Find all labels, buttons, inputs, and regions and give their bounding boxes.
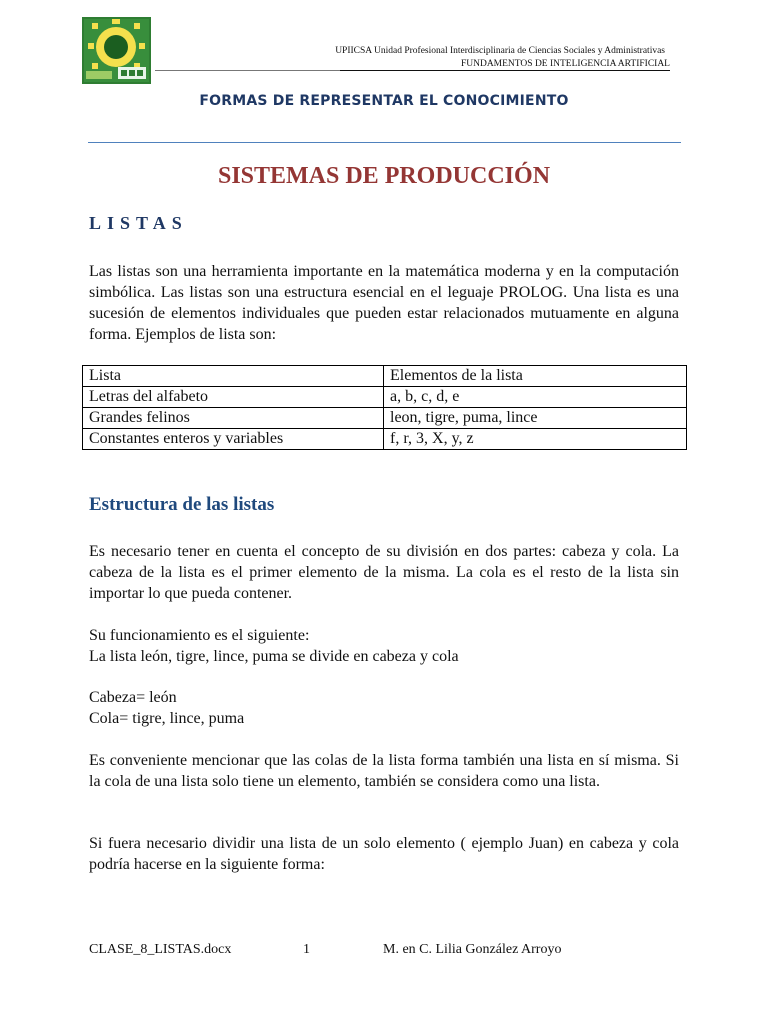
structure-paragraph: Es necesario tener en cuenta el concepto de su división en dos partes: cabeza y cola. La cabeza de la lista es el primer elemento de la misma. La cola es el resto de la lista sin importar lo que pueda contener.	[89, 543, 679, 602]
dividir-paragraph: Si fuera necesario dividir una lista de un solo elemento ( ejemplo Juan) en cabeza y cola podría hacerse en la siguiente forma:	[89, 835, 679, 873]
section-divider	[88, 142, 681, 143]
table-cell: a, b, c, d, e	[384, 387, 687, 408]
function-line-1: Su funcionamiento es el siguiente:	[89, 627, 310, 644]
header-rule	[155, 70, 340, 71]
table-row	[83, 387, 687, 408]
cabeza-line: Cabeza= león	[89, 689, 177, 706]
upiicsa-logo	[82, 17, 151, 84]
header-institution: UPIICSA Unidad Profesional Interdisciplinaria de Ciencias Sociales y Administrativas	[335, 46, 665, 56]
table-cell: leon, tigre, puma, lince	[384, 408, 687, 429]
footer-page-number: 1	[303, 942, 310, 957]
list-examples-table	[82, 365, 687, 450]
main-title: SISTEMAS DE PRODUCCIÓN	[217, 163, 551, 189]
table-row	[83, 429, 687, 450]
logo-graphic	[82, 17, 151, 84]
table-cell: Constantes enteros y variables	[83, 429, 384, 450]
table-header-row	[83, 366, 687, 387]
table-header-cell: Elementos de la lista	[384, 366, 687, 387]
table-cell: Grandes felinos	[83, 408, 384, 429]
section-title: FORMAS DE REPRESENTAR EL CONOCIMIENTO	[199, 93, 569, 109]
table-header-cell: Lista	[83, 366, 384, 387]
colas-paragraph: Es conveniente mencionar que las colas de la lista forma también una lista en sí misma. Si la cola de una lista solo tiene un elemento, también se considera como una lista.	[89, 752, 679, 790]
cola-line: Cola= tigre, lince, puma	[89, 710, 245, 727]
table-cell: f, r, 3, X, y, z	[384, 429, 687, 450]
table-cell: Letras del alfabeto	[83, 387, 384, 408]
listas-heading: LISTAS	[89, 213, 188, 233]
footer-filename: CLASE_8_LISTAS.docx	[89, 942, 232, 957]
footer-author: M. en C. Lilia González Arroyo	[383, 942, 562, 957]
intro-paragraph: Las listas son una herramienta importante en la matemática moderna y en la computación simbólica. Las listas son una estructura esencial en el leguaje PROLOG. Una lista es una sucesión de elementos individuales que pueden estar relacionados mutuamente en alguna forma. Ejemplos de lista son:	[89, 263, 679, 343]
structure-heading: Estructura de las listas	[89, 494, 275, 515]
function-line-2: La lista león, tigre, lince, puma se divide en cabeza y cola	[89, 648, 459, 665]
table-row	[83, 408, 687, 429]
header-subject: FUNDAMENTOS DE INTELIGENCIA ARTIFICIAL	[340, 58, 670, 71]
